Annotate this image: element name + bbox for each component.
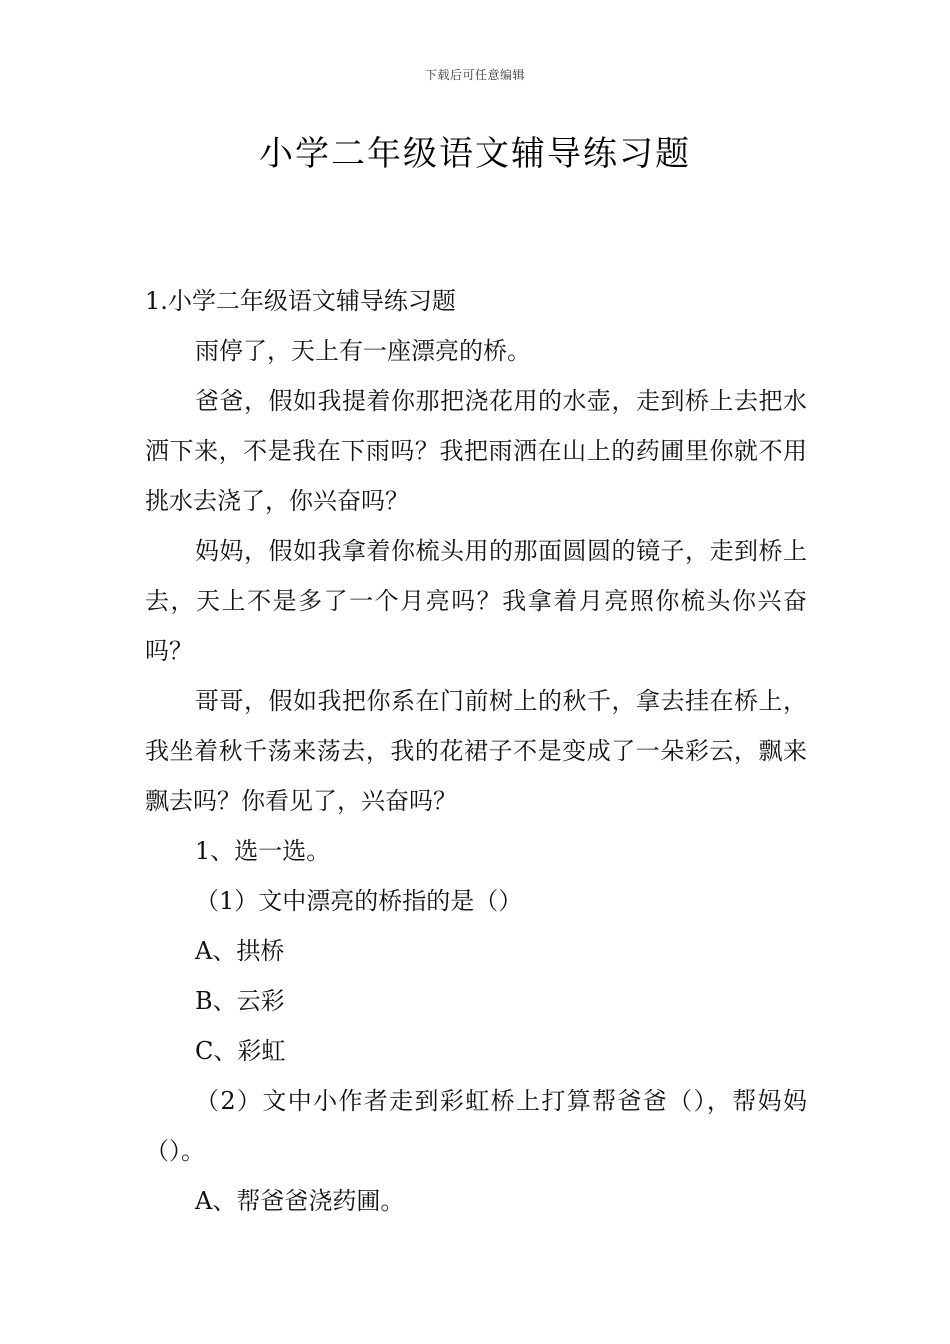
question-1-option-a: A、拱桥 <box>195 937 285 965</box>
paragraph-2: 爸爸，假如我提着你那把浇花用的水壶，走到桥上去把水洒下来，不是我在下雨吗？我把雨洒在山上的药圃里你就不用挑水去浇了，你兴奋吗？ <box>145 387 807 515</box>
exercise-heading: 1、选一选。 <box>195 837 331 865</box>
question-2-option-a: A、帮爸爸浇药圃。 <box>195 1187 405 1215</box>
header-note: 下载后可任意编辑 <box>424 68 525 82</box>
question-1-option-c: C、彩虹 <box>195 1037 286 1065</box>
document-title: 小学二年级语文辅导练习题 <box>259 134 691 174</box>
document-body <box>145 276 807 1226</box>
paragraph-3: 妈妈，假如我拿着你梳头用的那面圆圆的镜子，走到桥上去，天上不是多了一个月亮吗？我拿着月亮照你梳头你兴奋吗？ <box>145 537 807 665</box>
section-heading: 1.小学二年级语文辅导练习题 <box>145 287 456 315</box>
question-2: （2）文中小作者走到彩虹桥上打算帮爸爸（），帮妈妈（）。 <box>145 1087 807 1165</box>
paragraph-4: 哥哥，假如我把你系在门前树上的秋千，拿去挂在桥上，我坐着秋千荡来荡去，我的花裙子不是变成了一朵彩云，飘来飘去吗？你看见了，兴奋吗？ <box>145 687 807 815</box>
paragraph-1: 雨停了，天上有一座漂亮的桥。 <box>195 337 531 365</box>
question-1-option-b: B、云彩 <box>195 987 285 1015</box>
question-1: （1）文中漂亮的桥指的是（） <box>195 887 523 915</box>
